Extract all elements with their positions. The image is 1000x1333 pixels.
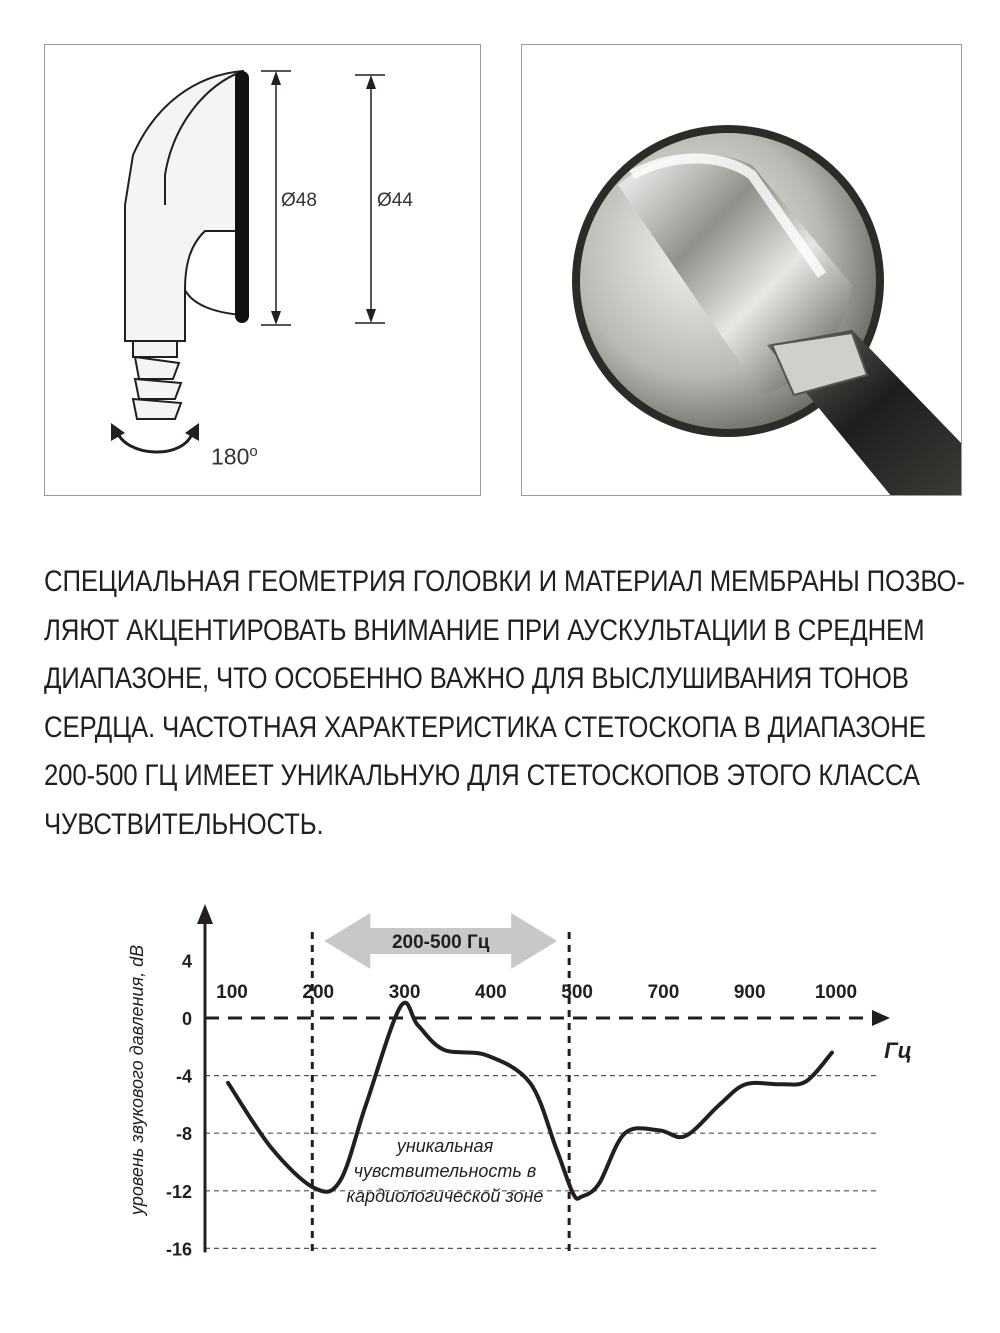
y-tick-label: -4 bbox=[175, 1066, 192, 1087]
y-axis-arrow-icon bbox=[197, 904, 213, 924]
dimension-outer-label: Ø48 bbox=[281, 190, 317, 211]
stethoscope-photo bbox=[522, 45, 962, 496]
frequency-response-chart bbox=[0, 880, 1000, 1333]
annotation-line: уникальная bbox=[396, 1136, 494, 1156]
x-tick-label: 500 bbox=[561, 982, 593, 1003]
y-axis-label: уровень звукового давления, dB bbox=[127, 944, 147, 1216]
x-tick-label: 200 bbox=[302, 982, 335, 1003]
stethoscope-photo-panel bbox=[521, 44, 962, 496]
y-tick-label: -8 bbox=[175, 1124, 192, 1145]
x-tick-label: 1000 bbox=[814, 982, 858, 1003]
description-text bbox=[44, 558, 969, 849]
chart-annotation bbox=[347, 1136, 544, 1206]
x-axis-label: Гц bbox=[884, 1038, 912, 1063]
x-axis-arrow-icon bbox=[872, 1010, 890, 1026]
chestpiece-diagram-panel bbox=[44, 44, 481, 496]
annotation-line: чувствительность в bbox=[353, 1161, 537, 1181]
y-tick-label: -16 bbox=[165, 1239, 192, 1260]
description-line: ДИАПАЗОНЕ, ЧТО ОСОБЕННО ВАЖНО ДЛЯ ВЫСЛУШИВАНИЯ ТОНОВ bbox=[44, 662, 909, 695]
y-tick-label: 4 bbox=[181, 951, 192, 972]
range-label: 200-500 Гц bbox=[391, 932, 490, 953]
x-tick-label: 100 bbox=[216, 982, 248, 1003]
description-line: СПЕЦИАЛЬНАЯ ГЕОМЕТРИЯ ГОЛОВКИ И МАТЕРИАЛ МЕМБРАНЫ ПОЗВО- bbox=[44, 565, 965, 598]
membrane bbox=[235, 71, 249, 323]
chart-ticks bbox=[127, 945, 912, 1260]
stem bbox=[133, 399, 181, 419]
chart-axes bbox=[197, 904, 890, 1252]
annotation-line: кардиологической зоне bbox=[346, 1186, 544, 1206]
chestpiece-outline bbox=[125, 71, 243, 341]
rotation-arrow-icon bbox=[117, 431, 193, 452]
rotation-label: 180$^o$ bbox=[211, 443, 258, 470]
description-line: 200-500 ГЦ ИМЕЕТ УНИКАЛЬНУЮ ДЛЯ СТЕТОСКОПОВ ЭТОГО КЛАССА bbox=[44, 759, 920, 792]
description-line: ЧУВСТВИТЕЛЬНОСТЬ. bbox=[44, 807, 324, 841]
x-tick-label: 900 bbox=[733, 982, 766, 1003]
y-tick-label: -12 bbox=[165, 1181, 192, 1202]
description-line: СЕРДЦА. ЧАСТОТНАЯ ХАРАКТЕРИСТИКА СТЕТОСКОПА В ДИАПАЗОНЕ bbox=[44, 710, 926, 744]
x-tick-label: 700 bbox=[647, 982, 680, 1003]
description-line: ЛЯЮТ АКЦЕНТИРОВАТЬ ВНИМАНИЕ ПРИ АУСКУЛЬТАЦИИ В СРЕДНЕМ bbox=[44, 613, 925, 647]
dimension-inner-label: Ø44 bbox=[377, 190, 413, 211]
y-tick-label: 0 bbox=[181, 1009, 192, 1029]
x-tick-label: 400 bbox=[475, 982, 507, 1003]
x-tick-label: 300 bbox=[388, 982, 421, 1003]
chestpiece-diagram bbox=[45, 45, 482, 497]
